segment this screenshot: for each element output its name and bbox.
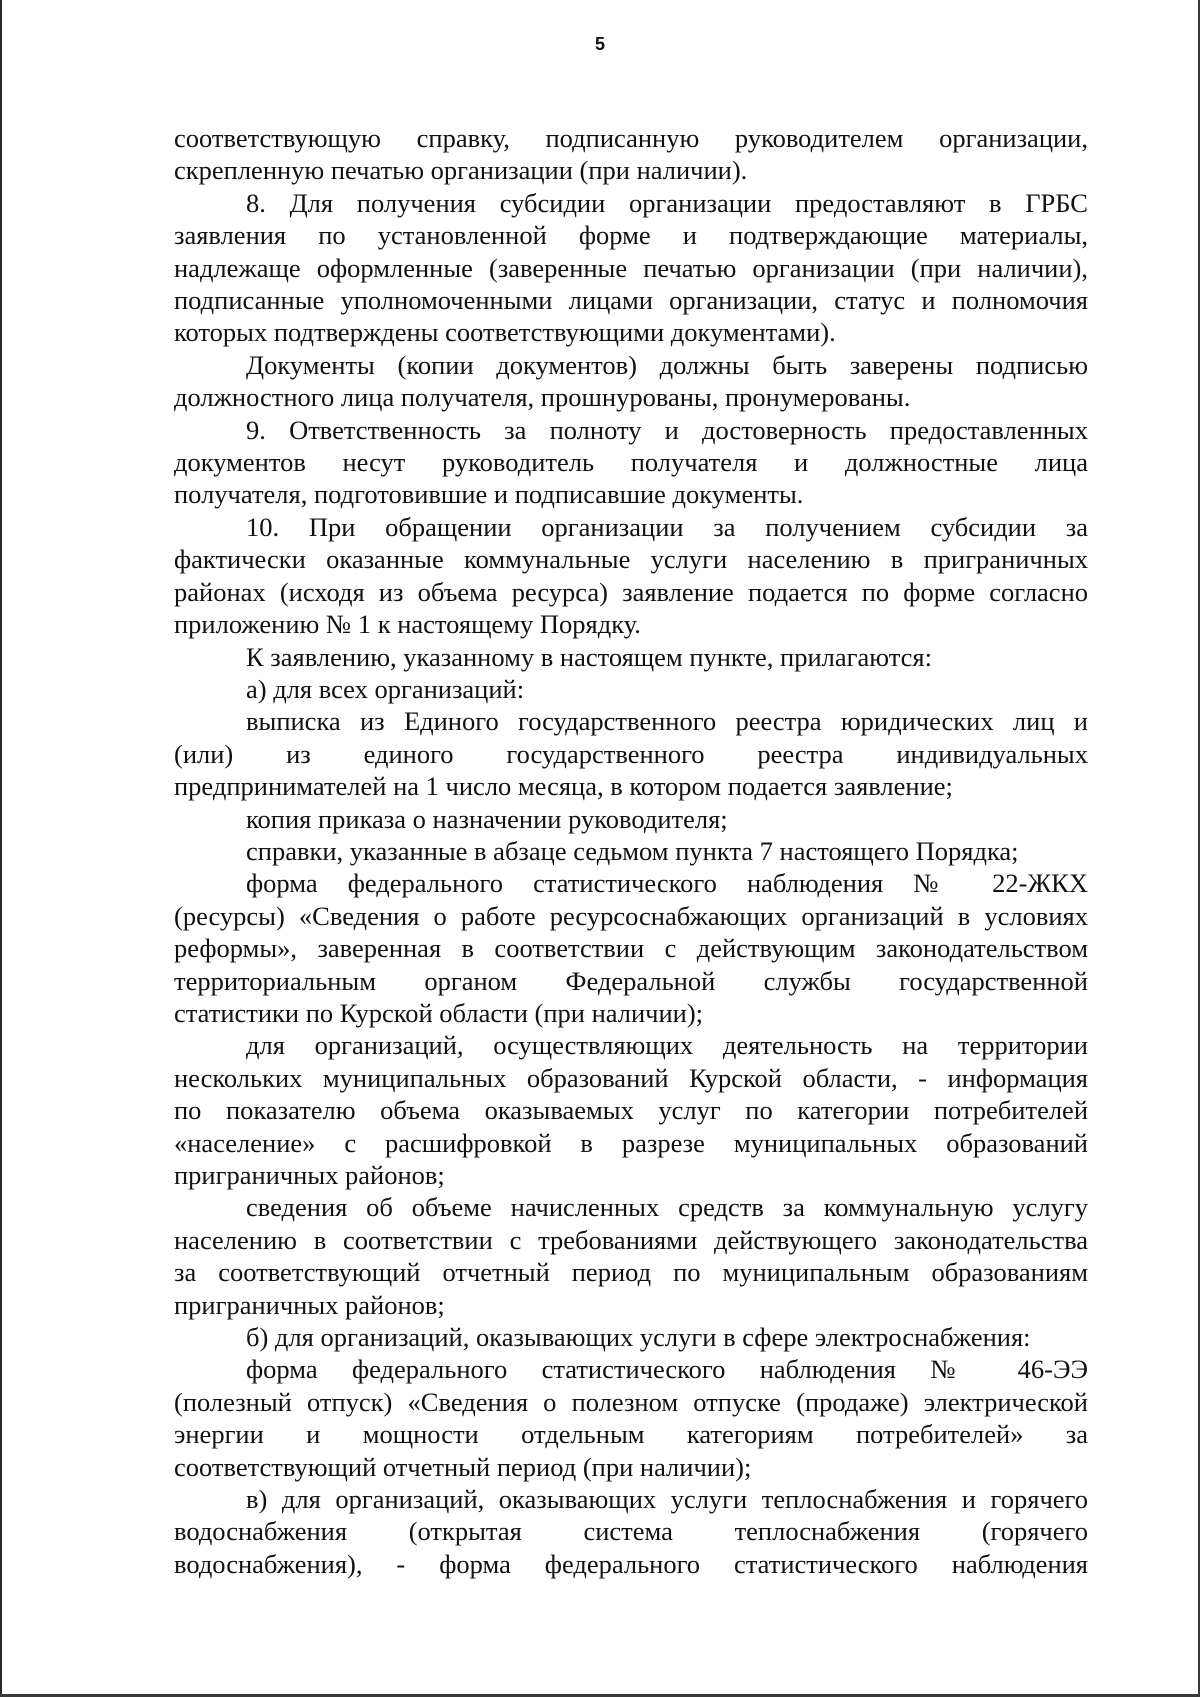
document-line: нескольких муниципальных образований Курской области, - информация (174, 1062, 1088, 1093)
document-line: приграничных районов; (174, 1160, 445, 1190)
document-line: форма федерального статистического наблюдения № 22-ЖКХ (246, 868, 1088, 899)
document-line: энергии и мощности отдельным категориям потребителей» за (174, 1419, 1088, 1450)
document-line: фактически оказанные коммунальные услуги населению в приграничных (174, 544, 1088, 575)
document-line: К заявлению, указанному в настоящем пункте, прилагаются: (246, 641, 932, 672)
document-line: по показателю объема оказываемых услуг по категории потребителей (174, 1095, 1088, 1126)
document-line: «население» с расшифровкой в разрезе муниципальных образований (174, 1127, 1088, 1158)
document-line: в) для организаций, оказывающих услуги теплоснабжения и горячего (246, 1484, 1088, 1515)
scan-edge-left (0, 0, 2, 1697)
document-line: (ресурсы) «Сведения о работе ресурсоснабжающих организаций в условиях (174, 900, 1088, 931)
document-line: копия приказа о назначении руководителя; (246, 803, 728, 834)
document-line: скрепленную печатью организации (при наличии). (174, 155, 748, 186)
document-line: форма федерального статистического наблюдения № 46-ЭЭ (246, 1354, 1088, 1385)
document-line: подписанные уполномоченными лицами организации, статус и полномочия (174, 285, 1088, 316)
document-line: надлежаще оформленные (заверенные печатью организации (при наличии), (174, 252, 1088, 283)
document-line: соответствующую справку, подписанную руководителем организации, (174, 123, 1088, 153)
document-line: сведения об объеме начисленных средств за коммунальную услугу (246, 1192, 1088, 1223)
document-line: районах (исходя из объема ресурса) заявление подается по форме согласно (174, 576, 1088, 607)
document-line: (полезный отпуск) «Сведения о полезном отпуске (продаже) электрической (174, 1386, 1088, 1417)
document-line: статистики по Курской области (при наличии); (174, 997, 704, 1028)
page-number: 5 (594, 34, 605, 54)
document-line: соответствующий отчетный период (при наличии); (174, 1451, 752, 1482)
document-line: документов несут руководитель получателя и должностные лица (174, 447, 1088, 478)
document-line: населению в соответствии с требованиями действующего законодательства (174, 1224, 1088, 1255)
document-line: территориальным органом Федеральной службы государственной (174, 965, 1088, 996)
document-line: (или) из единого государственного реестра индивидуальных (174, 738, 1088, 769)
document-line: 9. Ответственность за полноту и достоверность предоставленных (246, 414, 1088, 445)
document-line: водоснабжения (открытая система теплоснабжения (горячего (174, 1516, 1088, 1547)
document-line: за соответствующий отчетный период по муниципальным образованиям (174, 1257, 1088, 1288)
document-line: водоснабжения), - форма федерального статистического наблюдения (174, 1548, 1088, 1579)
document-line: получателя, подготовившие и подписавшие документы. (174, 479, 804, 510)
document-body (174, 122, 1088, 1580)
document-line: приложению № 1 к настоящему Порядку. (174, 609, 641, 640)
document-line: справки, указанные в абзаце седьмом пункта 7 настоящего Порядка; (246, 835, 1019, 866)
document-line: б) для организаций, оказывающих услуги в сфере электроснабжения: (246, 1322, 1031, 1353)
document-line: должностного лица получателя, прошнурованы, пронумерованы. (174, 382, 911, 413)
document-line: Документы (копии документов) должны быть заверены подписью (246, 349, 1088, 380)
document-line: предпринимателей на 1 число месяца, в котором подается заявление; (174, 771, 953, 802)
document-line: реформы», заверенная в соответствии с действующим законодательством (174, 933, 1088, 964)
document-line: 10. При обращении организации за получением субсидии за (246, 511, 1088, 542)
document-line: выписка из Единого государственного реестра юридических лиц и (246, 706, 1088, 737)
document-line: 8. Для получения субсидии организации предоставляют в ГРБС (246, 187, 1088, 218)
document-line: заявления по установленной форме и подтверждающие материалы, (174, 220, 1088, 251)
document-line: приграничных районов; (174, 1289, 445, 1320)
document-line: а) для всех организаций: (246, 673, 525, 704)
document-line: которых подтверждены соответствующими документами). (174, 317, 836, 348)
document-line: для организаций, осуществляющих деятельность на территории (246, 1030, 1088, 1061)
